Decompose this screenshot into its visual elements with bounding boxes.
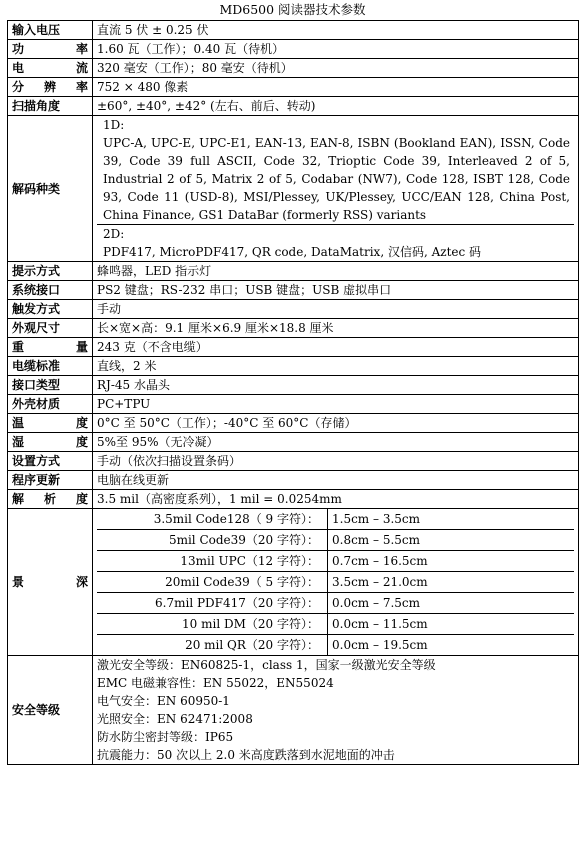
depth-code: 3.5mil Code128（ 9 字符）： bbox=[97, 509, 328, 530]
safety-line: 防水防尘密封等级：IP65 bbox=[97, 730, 234, 744]
table-row bbox=[8, 414, 579, 433]
row-label: 提示方式 bbox=[8, 262, 93, 281]
depth-range: 0.7cm – 16.5cm bbox=[328, 551, 575, 572]
row-label: 输入电压 bbox=[8, 21, 93, 40]
table-row bbox=[8, 433, 579, 452]
depth-code: 10 mil DM（20 字符）： bbox=[97, 614, 328, 635]
depth-code: 5mil Code39（20 字符）： bbox=[97, 530, 328, 551]
row-label: 外观尺寸 bbox=[8, 319, 93, 338]
safety-line: 光照安全：EN 62471:2008 bbox=[97, 712, 253, 726]
table-row bbox=[8, 300, 579, 319]
decode-1d-heading: 1D: bbox=[103, 118, 125, 132]
row-value: 直流 5 伏 ± 0.25 伏 bbox=[93, 21, 579, 40]
depth-range: 1.5cm – 3.5cm bbox=[328, 509, 575, 530]
decode-2d-text: PDF417, MicroPDF417, QR code, DataMatrix, 汉信码, Aztec 码 bbox=[103, 245, 482, 259]
table-row bbox=[8, 262, 579, 281]
row-label: 景 深 bbox=[8, 509, 93, 656]
row-label: 解码种类 bbox=[8, 116, 93, 262]
row-label: 电 流 bbox=[8, 59, 93, 78]
row-value: 5%至 95%（无冷凝） bbox=[93, 433, 579, 452]
depth-code: 20 mil QR（20 字符）： bbox=[97, 635, 328, 656]
row-label: 湿 度 bbox=[8, 433, 93, 452]
table-row bbox=[8, 471, 579, 490]
depth-row bbox=[97, 551, 574, 572]
depth-range: 0.0cm – 11.5cm bbox=[328, 614, 575, 635]
decode-cell bbox=[93, 116, 579, 262]
row-value: PC+TPU bbox=[93, 395, 579, 414]
table-row bbox=[8, 78, 579, 97]
spec-table bbox=[7, 20, 579, 765]
row-label: 设置方式 bbox=[8, 452, 93, 471]
depth-range: 3.5cm – 21.0cm bbox=[328, 572, 575, 593]
table-row bbox=[8, 656, 579, 765]
row-label: 接口类型 bbox=[8, 376, 93, 395]
depth-row bbox=[97, 614, 574, 635]
depth-range: 0.0cm – 19.5cm bbox=[328, 635, 575, 656]
depth-code: 13mil UPC（12 字符）： bbox=[97, 551, 328, 572]
safety-cell bbox=[93, 656, 579, 765]
row-value: 1.60 瓦（工作）；0.40 瓦（待机） bbox=[93, 40, 579, 59]
row-label: 功 率 bbox=[8, 40, 93, 59]
row-label: 温 度 bbox=[8, 414, 93, 433]
safety-line: 抗震能力：50 次以上 2.0 米高度跌落到水泥地面的冲击 bbox=[97, 748, 395, 762]
row-value: ±60°, ±40°, ±42° (左右、前后、转动) bbox=[93, 97, 579, 116]
row-value: PS2 键盘；RS-232 串口；USB 键盘；USB 虚拟串口 bbox=[93, 281, 579, 300]
table-row bbox=[8, 357, 579, 376]
row-value: 长×宽×高：9.1 厘米×6.9 厘米×18.8 厘米 bbox=[93, 319, 579, 338]
depth-of-field-cell bbox=[93, 509, 579, 656]
table-row bbox=[8, 21, 579, 40]
table-row bbox=[8, 376, 579, 395]
safety-line: EMC 电磁兼容性：EN 55022，EN55024 bbox=[97, 676, 334, 690]
row-value: RJ-45 水晶头 bbox=[93, 376, 579, 395]
row-label: 外壳材质 bbox=[8, 395, 93, 414]
row-value: 0°C 至 50°C（工作）；-40°C 至 60°C（存储） bbox=[93, 414, 579, 433]
row-label: 安全等级 bbox=[8, 656, 93, 765]
row-value: 320 毫安（工作）；80 毫安（待机） bbox=[93, 59, 579, 78]
table-row bbox=[8, 40, 579, 59]
decode-1d-block bbox=[97, 116, 574, 224]
table-row bbox=[8, 116, 579, 262]
row-value: 752 × 480 像素 bbox=[93, 78, 579, 97]
row-label: 触发方式 bbox=[8, 300, 93, 319]
row-value: 手动（依次扫描设置条码） bbox=[93, 452, 579, 471]
table-row bbox=[8, 281, 579, 300]
depth-range: 0.8cm – 5.5cm bbox=[328, 530, 575, 551]
row-value: 手动 bbox=[93, 300, 579, 319]
decode-1d-text: UPC-A, UPC-E, UPC-E1, EAN-13, EAN-8, ISBN (Bookland EAN), ISSN, Code 39, Code 39 full ASCII, Code 32, Trioptic Code 39, Interleaved 2 of 5, Industrial 2 of 5, Matrix 2 of 5, Codabar (NW7), Code 128, ISBT 128, Code 93, Code 11 (USD-8), MSI/Plessey, UK/Plessey, UCC/EAN 128, China Post, China Finance, GS1 DataBar (formerly RSS) variants bbox=[103, 136, 570, 222]
row-label: 扫描角度 bbox=[8, 97, 93, 116]
row-value: 直线，2 米 bbox=[93, 357, 579, 376]
depth-code: 6.7mil PDF417（20 字符）： bbox=[97, 593, 328, 614]
table-row bbox=[8, 509, 579, 656]
table-row bbox=[8, 452, 579, 471]
depth-of-field-table bbox=[97, 509, 574, 655]
row-label: 解 析 度 bbox=[8, 490, 93, 509]
depth-row bbox=[97, 530, 574, 551]
row-label: 程序更新 bbox=[8, 471, 93, 490]
decode-2d-block bbox=[97, 224, 574, 261]
table-row bbox=[8, 395, 579, 414]
table-row bbox=[8, 338, 579, 357]
table-row bbox=[8, 59, 579, 78]
depth-row bbox=[97, 509, 574, 530]
depth-range: 0.0cm – 7.5cm bbox=[328, 593, 575, 614]
row-label: 重 量 bbox=[8, 338, 93, 357]
table-row bbox=[8, 490, 579, 509]
row-value: 243 克（不含电缆） bbox=[93, 338, 579, 357]
row-label: 系统接口 bbox=[8, 281, 93, 300]
safety-line: 电气安全：EN 60950-1 bbox=[97, 694, 230, 708]
row-label: 分 辨 率 bbox=[8, 78, 93, 97]
document-title: MD6500 阅读器技术参数 bbox=[219, 2, 366, 17]
row-value: 3.5 mil（高密度系列），1 mil = 0.0254mm bbox=[93, 490, 579, 509]
depth-row bbox=[97, 635, 574, 656]
safety-line: 激光安全等级：EN60825-1，class 1，国家一级激光安全等级 bbox=[97, 658, 436, 672]
table-row bbox=[8, 97, 579, 116]
depth-row bbox=[97, 572, 574, 593]
row-value: 电脑在线更新 bbox=[93, 471, 579, 490]
depth-code: 20mil Code39（ 5 字符）： bbox=[97, 572, 328, 593]
decode-2d-heading: 2D: bbox=[103, 227, 125, 241]
row-label: 电缆标准 bbox=[8, 357, 93, 376]
row-value: 蜂鸣器，LED 指示灯 bbox=[93, 262, 579, 281]
table-row bbox=[8, 319, 579, 338]
depth-row bbox=[97, 593, 574, 614]
